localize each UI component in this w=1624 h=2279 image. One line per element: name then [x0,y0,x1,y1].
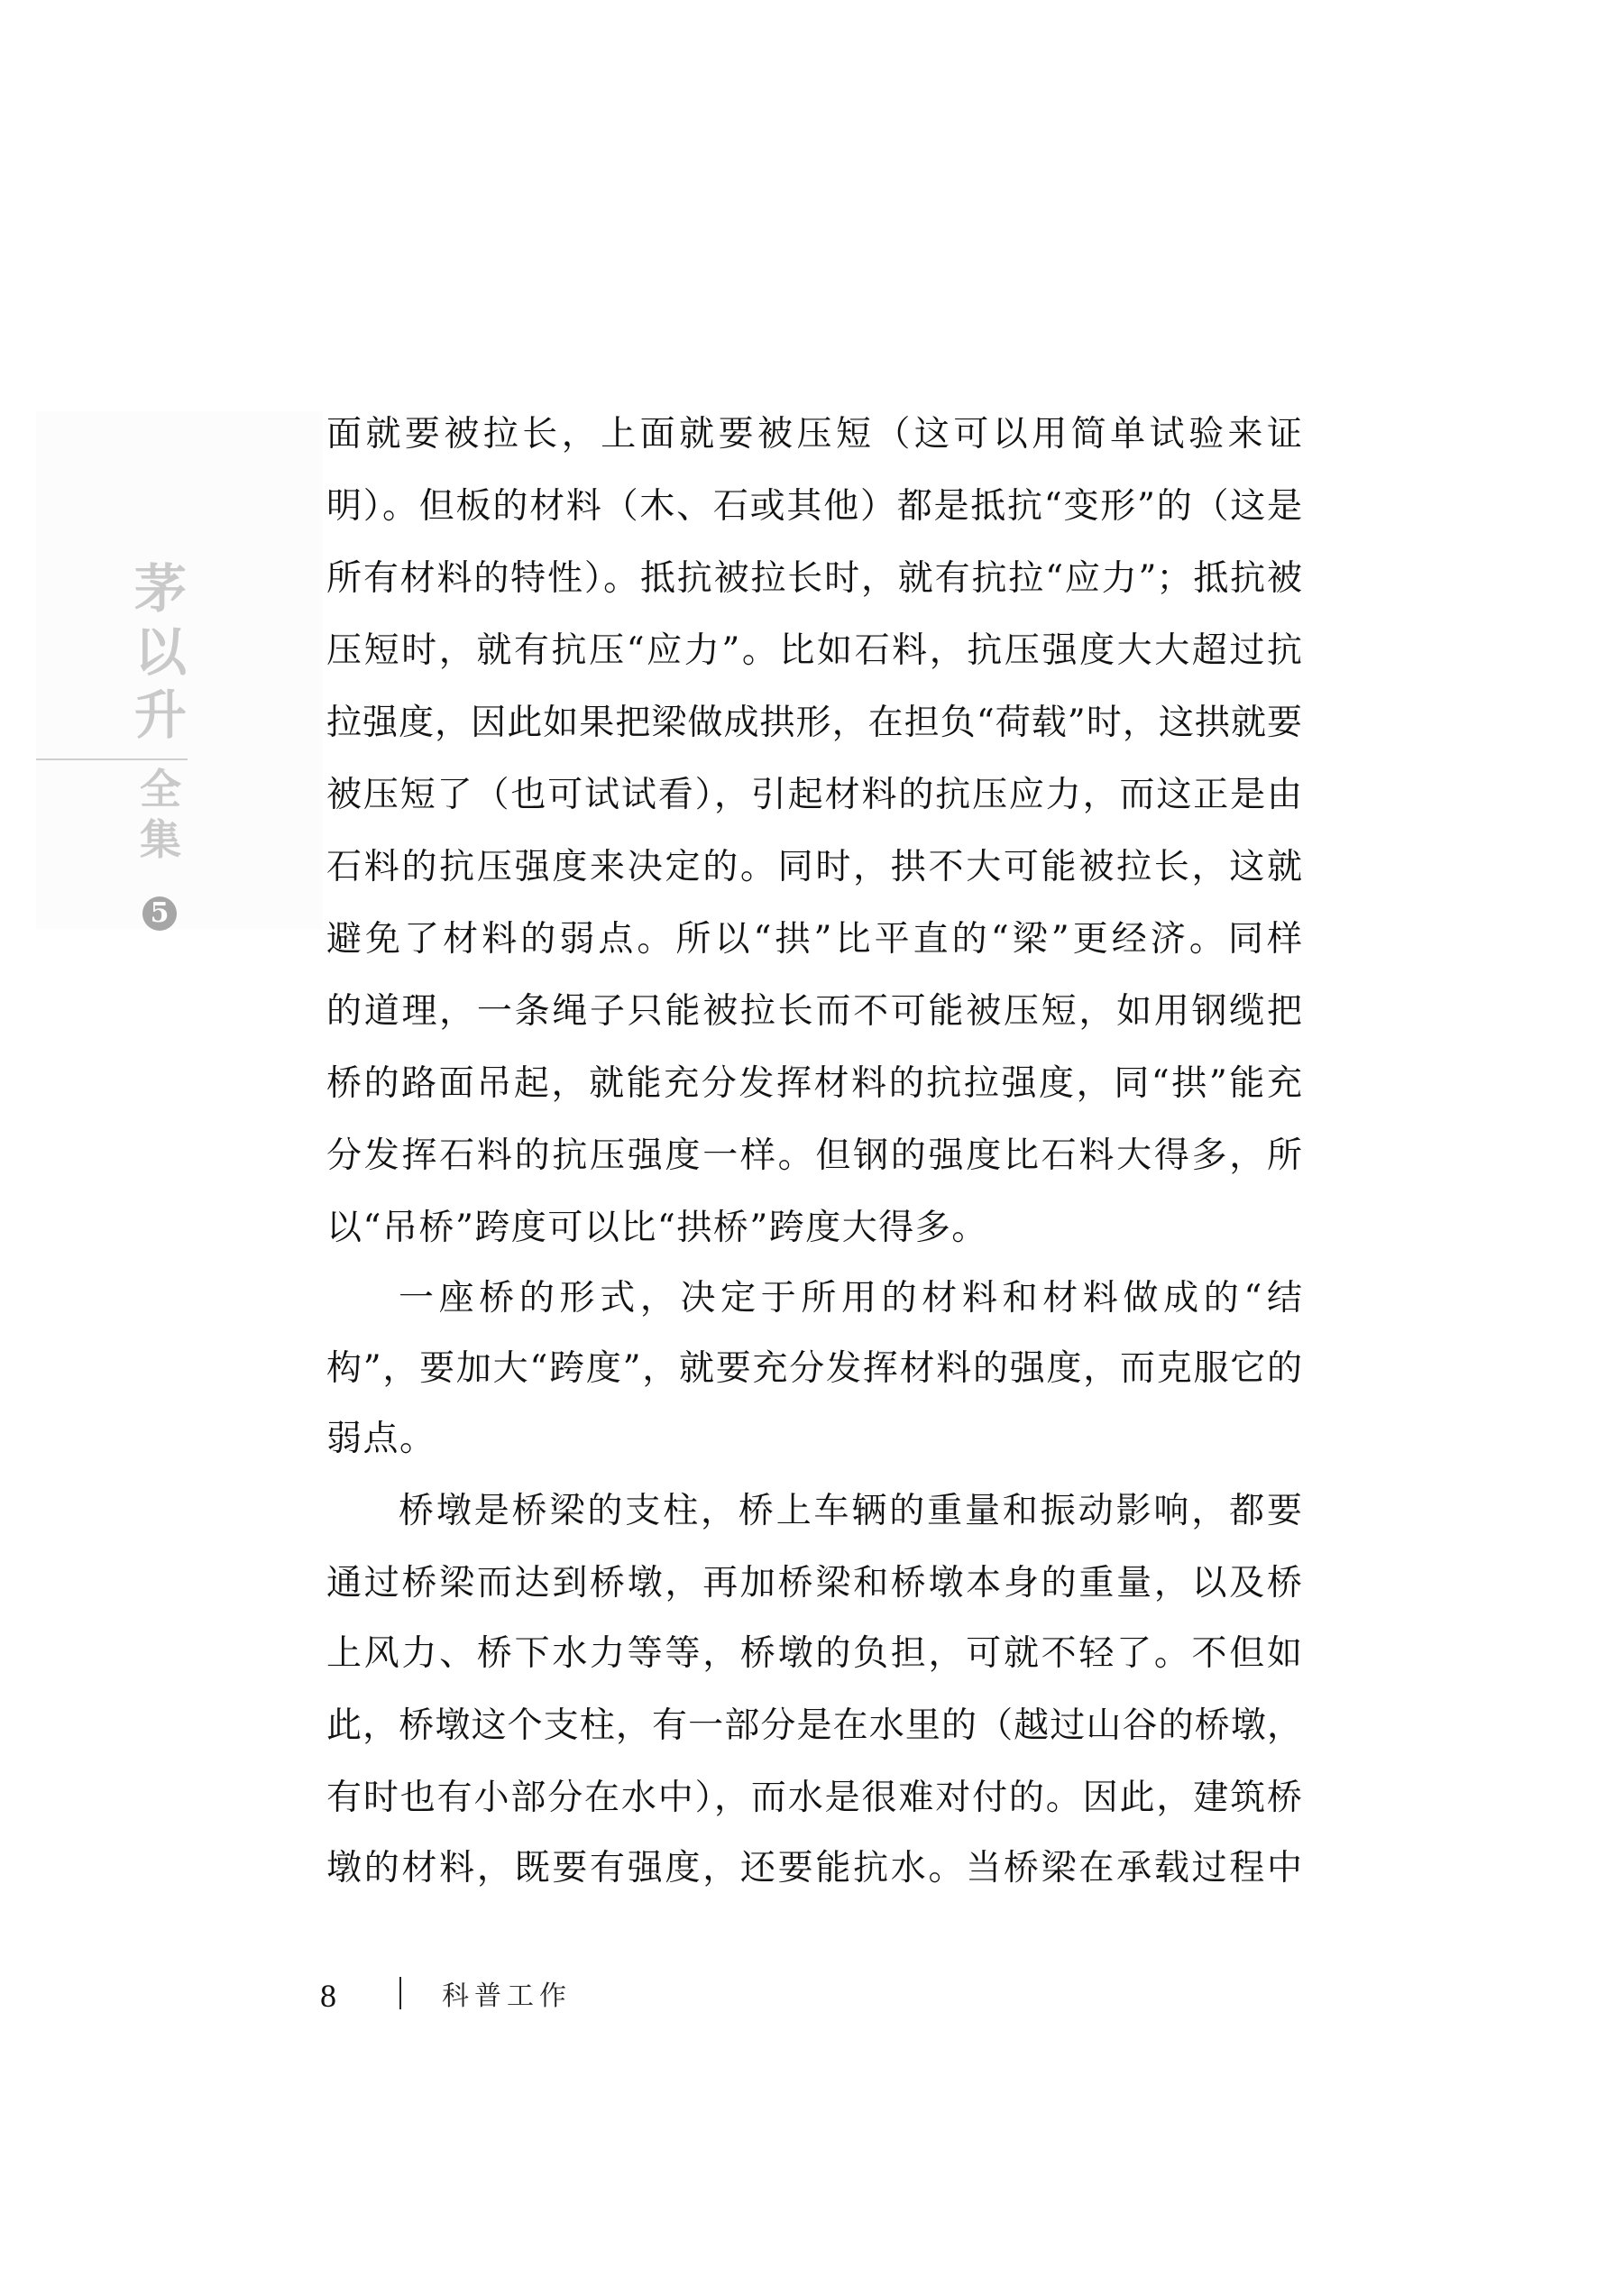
footer-divider [399,1977,401,2009]
text-line: 有时也有小部分在水中），而水是很难对付的。因此，建筑桥 [326,1778,1302,1818]
text-line: 通过桥梁而达到桥墩，再加桥梁和桥墩本身的重量，以及桥 [326,1563,1302,1604]
text-line: 上风力、桥下水力等等，桥墩的负担，可就不轻了。不但如 [326,1633,1302,1674]
text-line: 构”，要加大“跨度”，就要充分发挥材料的强度，而克服它的 [326,1348,1302,1389]
text-line: 石料的抗压强度来决定的。同时，拱不大可能被拉长，这就 [326,847,1302,887]
text-line: 以“吊桥”跨度可以比“拱桥”跨度大得多。 [326,1208,988,1248]
paragraph-start-line: 桥墩是桥梁的支柱，桥上车辆的重量和振动影响，都要 [399,1491,1302,1531]
page-number: 8 [320,1978,336,2014]
series-title-char: 以 [133,621,187,683]
text-line: 被压短了（也可试试看），引起材料的抗压应力，而这正是由 [326,775,1302,815]
text-line: 面就要被拉长，上面就要被压短（这可以用简单试验来证 [326,414,1302,455]
text-line: 的道理，一条绳子只能被拉长而不可能被压短，如用钢缆把 [326,991,1302,1032]
text-line: 弱点。 [326,1419,436,1459]
text-line: 避免了材料的弱点。所以“拱”比平直的“梁”更经济。同样 [326,919,1302,960]
text-line: 分发挥石料的抗压强度一样。但钢的强度比石料大得多，所 [326,1135,1302,1176]
series-collection-title [133,765,188,869]
text-line: 压短时，就有抗压“应力”。比如石料，抗压强度大大超过抗 [326,630,1302,671]
series-divider [36,758,188,760]
series-title-char: 茅 [133,558,187,620]
volume-number-badge: 5 [142,896,177,931]
paragraph-start-line: 一座桥的形式，决定于所用的材料和材料做成的“结 [399,1278,1302,1319]
text-line: 桥的路面吊起，就能充分发挥材料的抗拉强度，同“拱”能充 [326,1063,1302,1104]
text-line: 所有材料的特性）。抵抗被拉长时，就有抗拉“应力”；抵抗被 [326,558,1302,599]
text-line: 墩的材料，既要有强度，还要能抗水。当桥梁在承载过程中 [326,1848,1302,1888]
series-title-char: 升 [133,685,187,746]
text-line: 明）。但板的材料（木、石或其他）都是抵抗“变形”的（这是 [326,486,1302,527]
running-section-title: 科普工作 [442,1980,572,2012]
text-line: 此，桥墩这个支柱，有一部分是在水里的（越过山谷的桥墩， [326,1705,1302,1746]
text-line: 拉强度，因此如果把梁做成拱形，在担负“荷载”时，这拱就要 [326,703,1302,743]
series-subtitle-char: 全 [140,765,181,813]
series-subtitle-char: 集 [140,815,181,864]
series-author-title [133,558,188,752]
